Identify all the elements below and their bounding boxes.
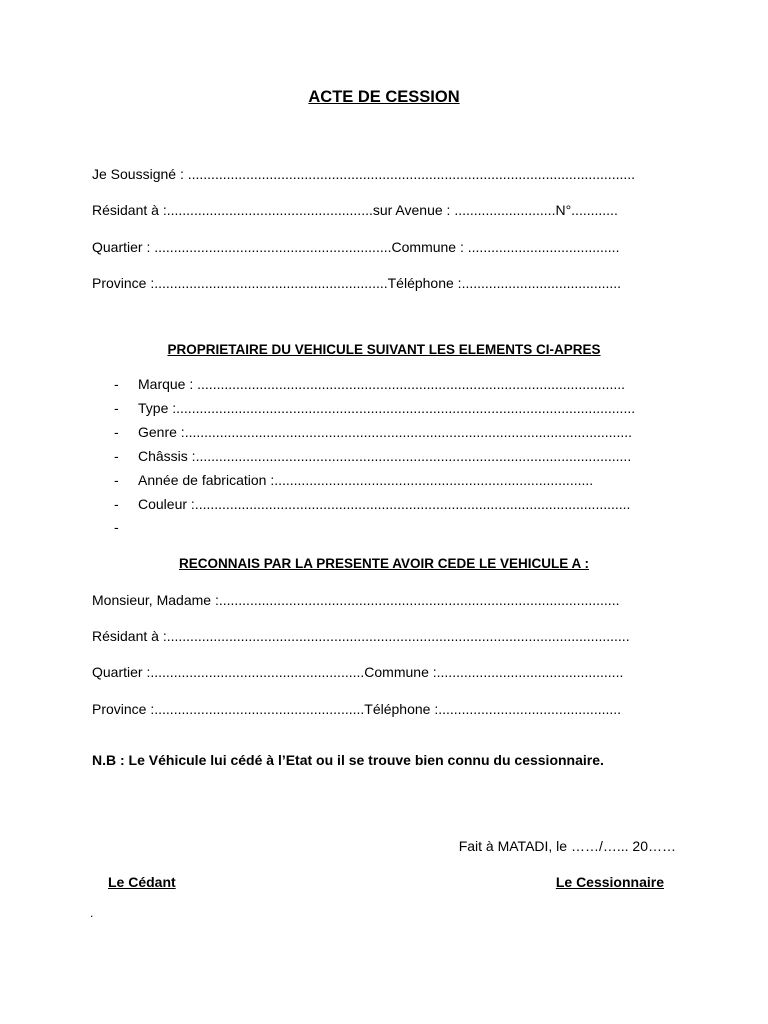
document-title: ACTE DE CESSION: [308, 88, 460, 106]
vehicle-item-text: Type :......................................................................................................................: [138, 400, 636, 416]
trailing-dot: .: [90, 906, 94, 920]
vehicle-item-empty: [114, 519, 676, 535]
buyer-province-line: Province :......................................................Téléphone :...............................................: [92, 701, 622, 717]
vehicle-item-marque: [114, 376, 676, 392]
vehicle-item-text: Châssis :................................................................................................................: [138, 448, 632, 464]
vehicle-owner-heading: PROPRIETAIRE DU VEHICULE SUIVANT LES ELEMENTS CI-APRES: [167, 342, 601, 357]
vehicle-item-annee: [114, 472, 676, 488]
list-dash: -: [114, 496, 119, 512]
place-date-line: Fait à MATADI, le ……/…... 20……: [458, 838, 676, 854]
buyer-name-line: Monsieur, Madame :.......................................................................................................: [92, 592, 620, 608]
vehicle-item-text: Année de fabrication :..................................................................................: [138, 472, 594, 488]
list-dash: -: [114, 376, 119, 392]
vehicle-item-genre: [114, 424, 676, 440]
cedant-province-line: Province :............................................................Téléphone :.........................................: [92, 275, 622, 291]
cedant-quartier-line: Quartier : .............................................................Commune : .......................................: [92, 239, 620, 255]
cedant-name-line: Je Soussigné : ...................................................................................................................: [92, 166, 636, 182]
list-dash: -: [114, 519, 119, 535]
list-dash: -: [114, 448, 119, 464]
cessionnaire-signature-label: Le Cessionnaire: [555, 874, 664, 890]
vehicle-item-type: [114, 400, 676, 416]
cedant-signature-label: Le Cédant: [108, 874, 176, 890]
nb-note: N.B : Le Véhicule lui cédé à l’Etat ou il se trouve bien connu du cessionnaire.: [92, 752, 604, 768]
vehicle-item-chassis: [114, 448, 676, 464]
vehicle-item-couleur: [114, 496, 676, 512]
list-dash: -: [114, 472, 119, 488]
list-dash: -: [114, 400, 119, 416]
cedant-residence-line: Résidant à :.....................................................sur Avenue : ..........................N°............: [92, 202, 618, 218]
list-dash: -: [114, 424, 119, 440]
vehicle-item-text: Couleur :................................................................................................................: [138, 496, 631, 512]
vehicle-item-text: Genre :...................................................................................................................: [138, 424, 632, 440]
buyer-residence-line: Résidant à :.......................................................................................................................: [92, 628, 630, 644]
transfer-heading: RECONNAIS PAR LA PRESENTE AVOIR CEDE LE VEHICULE A :: [178, 556, 590, 571]
vehicle-item-text: Marque : ..............................................................................................................: [138, 376, 625, 392]
buyer-quartier-line: Quartier :.......................................................Commune :................................................: [92, 664, 624, 680]
